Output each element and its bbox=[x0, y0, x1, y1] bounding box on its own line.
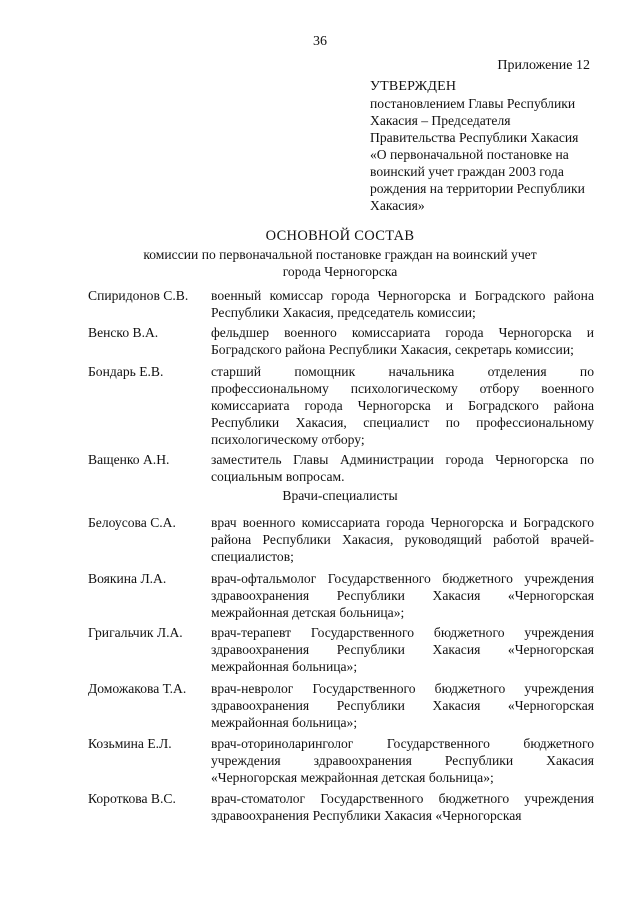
member-entry bbox=[88, 287, 594, 321]
approval-line: Правительства Республики Хакасия bbox=[370, 130, 579, 145]
appendix-label: Приложение 12 bbox=[497, 58, 590, 73]
document-subtitle bbox=[0, 246, 640, 280]
approval-line: Хакасия» bbox=[370, 198, 425, 213]
member-entry bbox=[88, 363, 594, 448]
doctor-name: Григальчик Л.А. bbox=[88, 625, 183, 640]
approval-line: рождения на территории Республики bbox=[370, 181, 585, 196]
doctor-entry bbox=[88, 790, 594, 824]
approval-line: Хакасия – Председателя bbox=[370, 113, 511, 128]
doctor-entry bbox=[88, 624, 594, 675]
doctor-role: врач-офтальмолог Государственного бюджетного учреждения здравоохранения Республики Хакасия «Черногорская межрайонная детская больница»; bbox=[211, 571, 594, 620]
approval-line: «О первоначальной постановке на bbox=[370, 147, 569, 162]
member-role: фельдшер военного комиссариата города Черногорска и Боградского района Республики Хакасия, секретарь комиссии; bbox=[211, 325, 594, 357]
doctor-name: Белоусова С.А. bbox=[88, 515, 176, 530]
member-name: Ващенко А.Н. bbox=[88, 452, 170, 467]
doctor-entry bbox=[88, 514, 594, 565]
member-role: военный комиссар города Черногорска и Боградского района Республики Хакасия, председатель комиссии; bbox=[211, 288, 594, 320]
doctor-name: Короткова В.С. bbox=[88, 791, 176, 806]
doctor-entry bbox=[88, 570, 594, 621]
subtitle-line: комиссии по первоначальной постановке граждан на воинский учет bbox=[143, 247, 537, 262]
doctor-role: врач-терапевт Государственного бюджетного учреждения здравоохранения Республики Хакасия «Черногорская межрайонная больница»; bbox=[211, 625, 594, 674]
subtitle-line: города Черногорска bbox=[282, 264, 398, 279]
doctor-role: врач-невролог Государственного бюджетного учреждения здравоохранения Республики Хакасия «Черногорская межрайонная больница»; bbox=[211, 681, 594, 730]
member-entry bbox=[88, 324, 594, 358]
member-role: заместитель Главы Администрации города Черногорска по социальным вопросам. bbox=[211, 452, 594, 484]
doctor-role: врач военного комиссариата города Черногорска и Боградского района Республики Хакасия, руководящий работой врачей-специалистов; bbox=[211, 515, 594, 564]
page-number: 36 bbox=[313, 34, 327, 49]
member-name: Спиридонов С.В. bbox=[88, 288, 189, 303]
section-heading-doctors: Врачи-специалисты bbox=[282, 488, 398, 503]
approval-stamp bbox=[370, 78, 602, 214]
doctor-role: врач-стоматолог Государственного бюджетного учреждения здравоохранения Республики Хакасия «Черногорская bbox=[211, 791, 594, 823]
member-name: Венско В.А. bbox=[88, 325, 159, 340]
document-title: ОСНОВНОЙ СОСТАВ bbox=[265, 228, 415, 244]
approval-line: постановлением Главы Республики bbox=[370, 96, 576, 111]
doctor-name: Доможакова Т.А. bbox=[88, 681, 187, 696]
member-name: Бондарь Е.В. bbox=[88, 364, 164, 379]
doctor-name: Воякина Л.А. bbox=[88, 571, 167, 586]
member-role: старший помощник начальника отделения по профессиональному психологическому отбору военного комиссариата города Черногорска и Боградского района Республики Хакасия, специалист по профессиональному психологическому отбору; bbox=[211, 364, 594, 447]
doctor-entry bbox=[88, 735, 594, 786]
approval-line: воинский учет граждан 2003 года bbox=[370, 164, 564, 179]
doctor-entry bbox=[88, 680, 594, 731]
member-entry bbox=[88, 451, 594, 485]
approval-heading: УТВЕРЖДЕН bbox=[370, 79, 457, 94]
doctor-role: врач-оториноларинголог Государственного бюджетного учреждения здравоохранения Республики Хакасия «Черногорская межрайонная детская больница»; bbox=[211, 736, 594, 785]
doctor-name: Козьмина Е.Л. bbox=[88, 736, 172, 751]
